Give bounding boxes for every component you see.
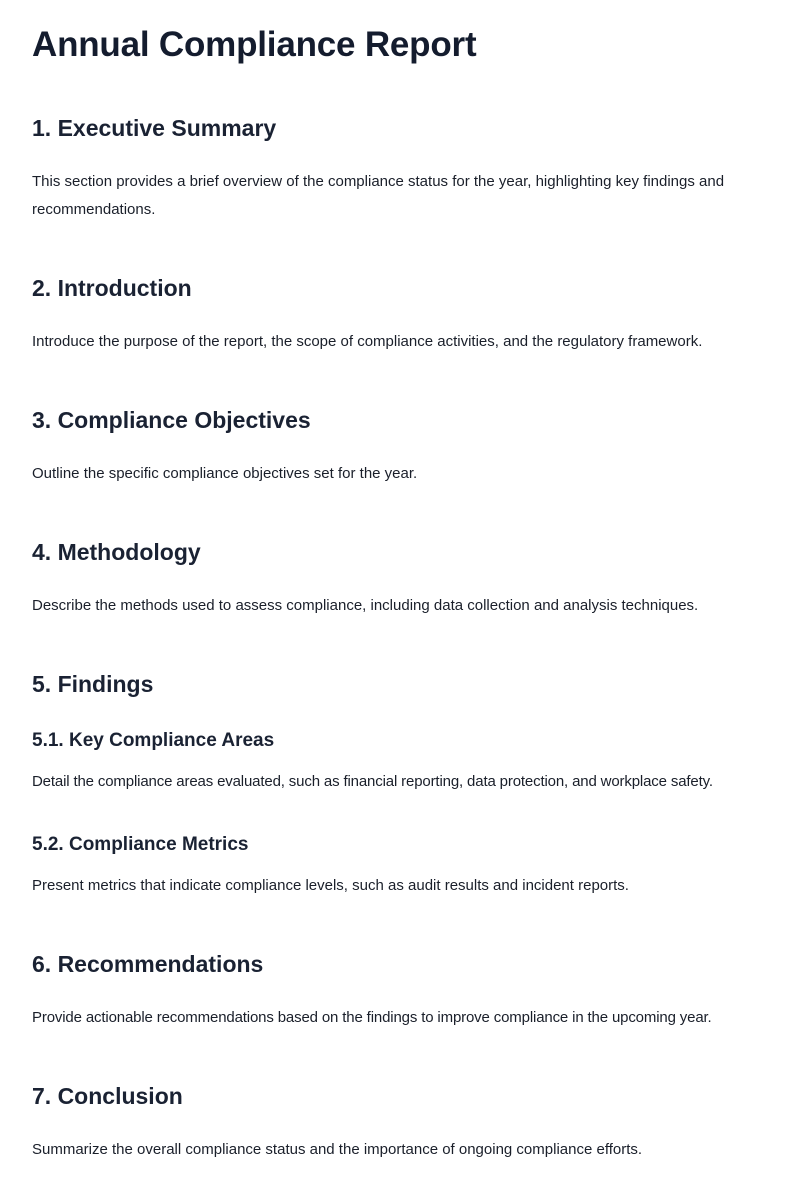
subsection-body-compliance-metrics: Present metrics that indicate compliance levels, such as audit results and incident reports. [32, 877, 629, 894]
subsection-heading-key-compliance-areas: 5.1. Key Compliance Areas [32, 730, 275, 751]
section-heading-recommendations: 6. Recommendations [32, 951, 264, 977]
subsection-heading-compliance-metrics: 5.2. Compliance Metrics [32, 834, 249, 855]
section-heading-conclusion: 7. Conclusion [32, 1083, 183, 1109]
section-heading-compliance-objectives: 3. Compliance Objectives [32, 407, 311, 433]
page-title: Annual Compliance Report [32, 25, 477, 64]
section-body-compliance-objectives: Outline the specific compliance objectives set for the year. [32, 465, 418, 482]
section-heading-findings: 5. Findings [32, 671, 154, 697]
section-heading-introduction: 2. Introduction [32, 275, 192, 301]
section-heading-executive-summary: 1. Executive Summary [32, 115, 277, 141]
section-heading-methodology: 4. Methodology [32, 539, 201, 565]
section-body-conclusion: Summarize the overall compliance status and the importance of ongoing compliance efforts. [32, 1141, 643, 1158]
section-body-methodology: Describe the methods used to assess compliance, including data collection and analysis techniques. [32, 597, 699, 614]
subsection-body-key-compliance-areas: Detail the compliance areas evaluated, such as financial reporting, data protection, and workplace safety. [32, 773, 713, 790]
section-body-executive-summary: This section provides a brief overview of the compliance status for the year, highlighting key findings and recommendations. [32, 173, 725, 218]
section-body-recommendations: Provide actionable recommendations based on the findings to improve compliance in the upcoming year. [32, 1009, 712, 1026]
section-body-introduction: Introduce the purpose of the report, the scope of compliance activities, and the regulatory framework. [32, 333, 703, 350]
